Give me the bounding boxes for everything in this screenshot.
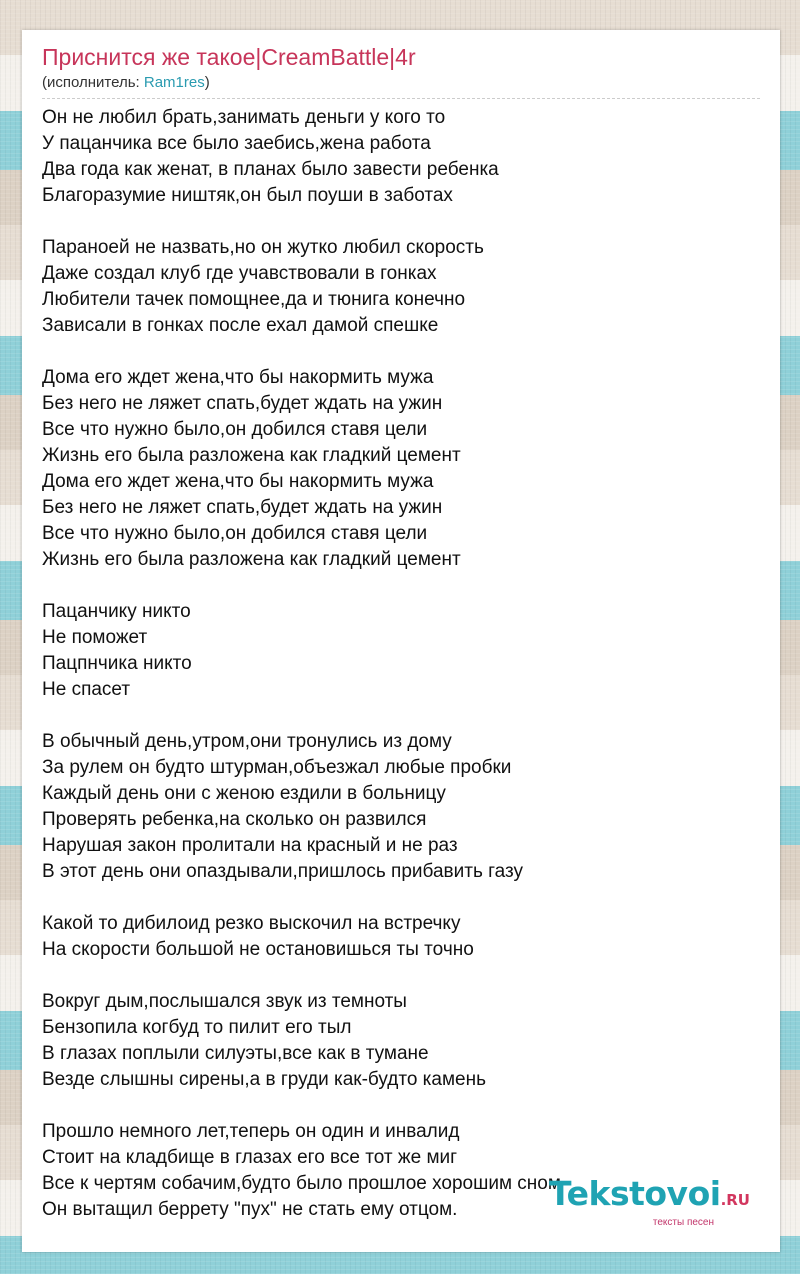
lyric-line: Он вытащил беррету "пух" не стать ему отцом. xyxy=(42,1199,458,1220)
lyric-line xyxy=(42,209,762,235)
lyric-line: Не поможет xyxy=(42,627,148,648)
lyric-line: Какой то дибилоид резко выскочил на встречку xyxy=(42,913,461,934)
site-watermark xyxy=(549,1174,750,1228)
lyric-line xyxy=(42,963,762,989)
lyric-line: Жизнь его была разложена как гладкий цемент xyxy=(42,445,461,466)
lyrics-text xyxy=(42,105,762,1223)
lyrics-card xyxy=(22,30,780,1252)
lyric-line: Нарушая закон пролитали на красный и не раз xyxy=(42,835,458,856)
lyric-line: Даже создал клуб где учавствовали в гонках xyxy=(42,263,437,284)
performer-link[interactable]: Ram1res xyxy=(143,74,205,91)
lyric-line: Вокруг дым,послышался звук из темноты xyxy=(42,991,407,1012)
performer-suffix: ) xyxy=(204,74,210,91)
lyric-line: Пацпнчика никто xyxy=(42,653,192,674)
lyric-line: Благоразумие ништяк,он был поуши в заботах xyxy=(42,185,453,206)
lyric-line: В этот день они опаздывали,пришлось прибавить газу xyxy=(42,861,523,882)
lyric-line: В глазах поплыли силуэты,все как в тумане xyxy=(42,1043,429,1064)
lyric-line: За рулем он будто штурман,объезжал любые пробки xyxy=(42,757,512,778)
performer-prefix: (исполнитель: xyxy=(42,74,144,91)
lyric-line: Дома его ждет жена,что бы накормить мужа xyxy=(42,367,434,388)
lyric-line: На скорости большой не остановишься ты точно xyxy=(42,939,474,960)
lyric-line: Все что нужно было,он добился ставя цели xyxy=(42,419,428,440)
lyric-line: У пацанчика все было заебись,жена работа xyxy=(42,133,431,154)
lyric-line: Пацанчику никто xyxy=(42,601,191,622)
lyric-line: Прошло немного лет,теперь он один и инвалид xyxy=(42,1121,460,1142)
lyric-line: Каждый день они с женою ездили в больницу xyxy=(42,783,446,804)
performer-line xyxy=(42,74,210,92)
lyric-line xyxy=(42,573,762,599)
lyric-line: Стоит на кладбище в глазах его все тот же миг xyxy=(42,1147,458,1168)
watermark-logo xyxy=(549,1174,750,1217)
lyric-line: Без него не ляжет спать,будет ждать на ужин xyxy=(42,393,443,414)
lyric-line: Без него не ляжет спать,будет ждать на ужин xyxy=(42,497,443,518)
lyric-line xyxy=(42,885,762,911)
lyric-line: Жизнь его была разложена как гладкий цемент xyxy=(42,549,461,570)
song-title: Приснится же такое|CreamBattle|4r xyxy=(42,44,416,70)
lyric-line: Зависали в гонках после ехал дамой спешке xyxy=(42,315,439,336)
lyric-line xyxy=(42,1093,762,1119)
lyric-line: Любители тачек помощнее,да и тюнига конечно xyxy=(42,289,466,310)
lyric-line: Бензопила когбуд то пилит его тыл xyxy=(42,1017,352,1038)
lyric-line: В обычный день,утром,они тронулись из дому xyxy=(42,731,452,752)
lyric-line: Все что нужно было,он добился ставя цели xyxy=(42,523,428,544)
title-divider xyxy=(42,98,760,99)
lyric-line: Дома его ждет жена,что бы накормить мужа xyxy=(42,471,434,492)
lyric-line: Параноей не назвать,но он жутко любил скорость xyxy=(42,237,484,258)
lyric-line: Везде слышны сирены,а в груди как-будто камень xyxy=(42,1069,486,1090)
watermark-tld: .RU xyxy=(720,1191,750,1209)
watermark-tagline: тексты песен xyxy=(652,1217,714,1228)
lyric-line: Два года как женат, в планах было завести ребенка xyxy=(42,159,499,180)
lyric-line: Проверять ребенка,на сколько он развился xyxy=(42,809,427,830)
lyric-line: Он не любил брать,занимать деньги у кого то xyxy=(42,107,446,128)
lyric-line xyxy=(42,703,762,729)
watermark-name: Tekstovoi xyxy=(549,1174,721,1213)
lyric-line: Все к чертям собачим,будто было прошлое хорошим сном xyxy=(42,1173,561,1194)
lyric-line: Не спасет xyxy=(42,679,131,700)
lyric-line xyxy=(42,339,762,365)
